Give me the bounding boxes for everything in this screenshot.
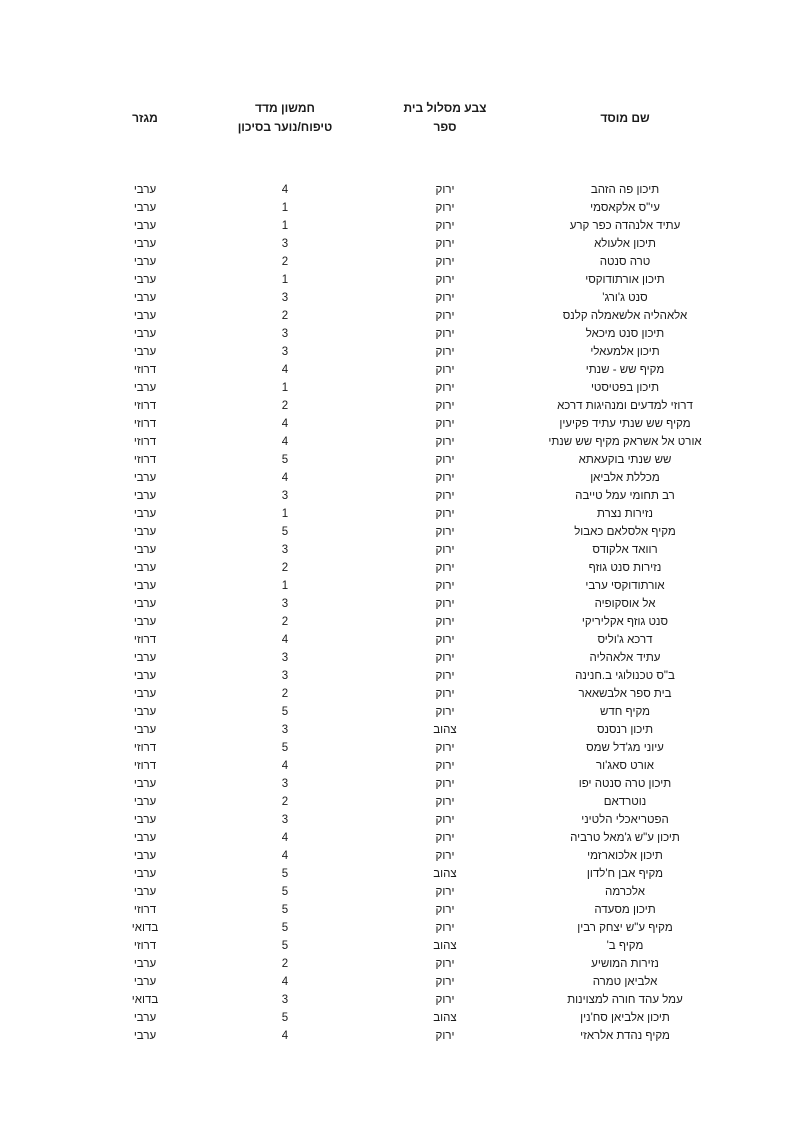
cell-track-color-value: ירוק [435,778,455,790]
table-row [100,217,740,235]
cell-quintile-value: 4 [281,184,289,196]
cell-track-color-value: ירוק [435,850,455,862]
cell-track-color-value: ירוק [435,292,455,304]
table-row [100,379,740,397]
cell-quintile-value: 5 [281,886,289,898]
cell-sector-value: ערבי [133,238,157,250]
cell-institution-name: מקיף שש - שנתי [585,364,665,376]
cell-sector-value: דרוזי [133,436,157,448]
table-body [100,181,740,1045]
cell-track-color-value: ירוק [435,184,455,196]
cell-sector-value: ערבי [133,292,157,304]
cell-institution-name: עתיד אלנהדה כפר קרע [569,220,681,232]
table-row [100,829,740,847]
cell-sector-value: ערבי [133,202,157,214]
table-row [100,775,740,793]
cell-quintile-value: 3 [281,814,289,826]
cell-track-color-value: ירוק [435,634,455,646]
cell-sector-value: ערבי [133,472,157,484]
table-row [100,865,740,883]
cell-quintile-value: 5 [281,1012,289,1024]
cell-institution-name: עתיד אלאהליה [589,652,661,664]
cell-sector-value: ערבי [133,382,157,394]
cell-institution-name: הפטריאכלי הלטיני [581,814,669,826]
column-header-track-color-line1: צבע מסלול בית [403,101,487,115]
cell-quintile-value: 4 [281,1030,289,1042]
cell-track-color-value: ירוק [435,526,455,538]
cell-quintile-value: 4 [281,418,289,430]
cell-sector-value: ערבי [133,850,157,862]
cell-track-color-value: ירוק [435,814,455,826]
cell-track-color-value: ירוק [435,454,455,466]
column-header-quintile-line1: חמשון מדד [255,101,315,115]
cell-track-color-value: ירוק [435,328,455,340]
cell-track-color-value: ירוק [435,310,455,322]
column-header-track-color [380,99,510,181]
cell-track-color-value: ירוק [435,886,455,898]
cell-sector-value: ערבי [133,526,157,538]
cell-institution-name: תיכון ע"ש ג'מאל טרביה [570,832,680,844]
cell-institution-name: תיכון סנט מיכאל [585,328,665,340]
table-row [100,757,740,775]
cell-track-color-value: ירוק [435,256,455,268]
table-row [100,955,740,973]
cell-institution-name: נוטרדאם [603,796,647,808]
cell-institution-name: אורט סאג'ור [595,760,654,772]
cell-sector-value: ערבי [133,724,157,736]
cell-quintile-value: 1 [281,202,289,214]
cell-institution-name: תיכון אלביאן סח'נין [580,1012,670,1024]
cell-sector-value: ערבי [133,814,157,826]
cell-sector-value: ערבי [133,328,157,340]
cell-quintile-value: 4 [281,976,289,988]
table-row [100,307,740,325]
schools-table [100,99,740,1045]
cell-institution-name: תיכון אלעולא [594,238,656,250]
table-row [100,469,740,487]
cell-track-color-value: ירוק [435,346,455,358]
cell-institution-name: נזירות נצרת [597,508,653,520]
cell-sector-value: דרוזי [133,634,157,646]
cell-institution-name: אורט אל אשראק מקיף שש שנתי [548,436,702,448]
table-row [100,433,740,451]
cell-quintile-value: 2 [281,616,289,628]
header-row [100,99,740,181]
cell-quintile-value: 1 [281,580,289,592]
cell-quintile-value: 2 [281,958,289,970]
column-header-quintile-line2: טיפוח/נוער בסיכון [237,120,333,134]
cell-track-color-value: ירוק [435,670,455,682]
cell-track-color-value: ירוק [435,706,455,718]
cell-sector-value: ערבי [133,274,157,286]
cell-track-color-value: ירוק [435,274,455,286]
cell-sector-value: דרוזי [133,760,157,772]
cell-sector-value: ערבי [133,886,157,898]
cell-sector-value: ערבי [133,562,157,574]
cell-sector-value: ערבי [133,706,157,718]
table-row [100,991,740,1009]
cell-institution-name: מקיף אלסלאם כאבול [574,526,676,538]
cell-track-color-value: צהוב [433,940,457,952]
cell-institution-name: אלאהליה אלשאמלה קלנס [562,310,688,322]
cell-sector-value: דרוזי [133,904,157,916]
cell-sector-value: דרוזי [133,400,157,412]
cell-track-color-value: ירוק [435,904,455,916]
cell-track-color-value: ירוק [435,472,455,484]
cell-quintile-value: 2 [281,796,289,808]
table-header [100,99,740,181]
cell-quintile-value: 5 [281,526,289,538]
cell-institution-name: טרה סנטה [599,256,651,268]
cell-quintile-value: 1 [281,508,289,520]
table-row [100,721,740,739]
cell-sector-value: ערבי [133,346,157,358]
cell-track-color-value: ירוק [435,508,455,520]
cell-track-color-value: ירוק [435,760,455,772]
cell-institution-name: נזירות סנט גוזף [588,562,662,574]
cell-institution-name: מקיף נהדת אלראזי [580,1030,670,1042]
cell-quintile-value: 3 [281,724,289,736]
cell-sector-value: דרוזי [133,364,157,376]
cell-institution-name: שש שנתי בוקעאתא [578,454,672,466]
cell-track-color-value: צהוב [433,1012,457,1024]
cell-sector-value: ערבי [133,670,157,682]
cell-quintile-value: 3 [281,292,289,304]
table-row [100,811,740,829]
cell-quintile-value: 4 [281,760,289,772]
cell-sector-value: ערבי [133,832,157,844]
cell-institution-name: תיכון אלמעאלי [590,346,660,358]
table-row [100,253,740,271]
cell-institution-name: אורתודוקסי ערבי [585,580,665,592]
cell-track-color-value: ירוק [435,742,455,754]
table-row [100,919,740,937]
table-row [100,199,740,217]
cell-quintile-value: 5 [281,940,289,952]
cell-track-color-value: ירוק [435,796,455,808]
cell-quintile-value: 3 [281,598,289,610]
cell-quintile-value: 3 [281,238,289,250]
table-row [100,271,740,289]
cell-institution-name: עיוני מג'דל שמס [586,742,664,754]
cell-institution-name: תיכון אלכוארזמי [587,850,663,862]
column-header-sector-label: מגזר [132,111,158,125]
cell-sector-value: ערבי [133,868,157,880]
table-row [100,937,740,955]
cell-sector-value: דרוזי [133,454,157,466]
cell-quintile-value: 5 [281,868,289,880]
cell-sector-value: ערבי [133,508,157,520]
table-row [100,235,740,253]
cell-track-color-value: ירוק [435,436,455,448]
cell-sector-value: ערבי [133,616,157,628]
cell-quintile-value: 2 [281,400,289,412]
cell-quintile-value: 3 [281,670,289,682]
cell-sector-value: ערבי [133,490,157,502]
cell-sector-value: דרוזי [133,742,157,754]
cell-institution-name: סנט גוזף אקליריקי [581,616,669,628]
cell-track-color-value: ירוק [435,490,455,502]
cell-institution-name: תיכון אורתודוקסי [585,274,665,286]
cell-institution-name: רב תחומי עמל טייבה [575,490,675,502]
cell-sector-value: ערבי [133,796,157,808]
cell-quintile-value: 3 [281,778,289,790]
cell-sector-value: ערבי [133,688,157,700]
table-row [100,703,740,721]
cell-track-color-value: ירוק [435,202,455,214]
cell-sector-value: ערבי [133,778,157,790]
cell-sector-value: דרוזי [133,940,157,952]
cell-institution-name: תיכון פה הזהב [590,184,660,196]
cell-quintile-value: 1 [281,382,289,394]
cell-quintile-value: 4 [281,832,289,844]
table-row [100,289,740,307]
cell-institution-name: סנט ג'ורג' [602,292,648,304]
table-row [100,451,740,469]
cell-quintile-value: 2 [281,688,289,700]
cell-quintile-value: 4 [281,436,289,448]
table-row [100,505,740,523]
cell-quintile-value: 4 [281,364,289,376]
cell-track-color-value: ירוק [435,652,455,664]
cell-track-color-value: ירוק [435,832,455,844]
cell-track-color-value: ירוק [435,238,455,250]
table-row [100,667,740,685]
cell-quintile-value: 5 [281,706,289,718]
cell-sector-value: ערבי [133,580,157,592]
cell-institution-name: אל אוסקופיה [594,598,656,610]
cell-quintile-value: 3 [281,328,289,340]
cell-institution-name: תיכון טרה סנטה יפו [578,778,672,790]
cell-institution-name: דרוזי למדעים ומנהיגות דרכא [557,400,693,412]
cell-institution-name: תיכון בפטיסטי [590,382,660,394]
table-row [100,631,740,649]
cell-track-color-value: ירוק [435,418,455,430]
cell-institution-name: ב"ס טכנולוגי ב.חנינה [575,670,675,682]
cell-track-color-value: צהוב [433,868,457,880]
cell-track-color-value: ירוק [435,364,455,376]
cell-sector-value: ערבי [133,310,157,322]
cell-track-color-value: ירוק [435,400,455,412]
table-row [100,541,740,559]
cell-sector-value: ערבי [133,1030,157,1042]
table-row [100,847,740,865]
cell-institution-name: רוואד אלקודס [592,544,658,556]
table-row [100,577,740,595]
table-row [100,793,740,811]
cell-sector-value: בדואי [131,994,159,1006]
cell-track-color-value: ירוק [435,562,455,574]
cell-institution-name: תיכון מסעדה [594,904,656,916]
table-row [100,595,740,613]
table-row [100,415,740,433]
cell-quintile-value: 5 [281,454,289,466]
table-row [100,181,740,199]
cell-track-color-value: ירוק [435,616,455,628]
table-row [100,613,740,631]
table-row [100,649,740,667]
cell-quintile-value: 3 [281,490,289,502]
cell-institution-name: מקיף ב' [606,940,644,952]
cell-track-color-value: ירוק [435,688,455,700]
cell-track-color-value: ירוק [435,382,455,394]
cell-institution-name: עי"ס אלקאסמי [590,202,660,214]
cell-track-color-value: צהוב [433,724,457,736]
cell-institution-name: תיכון רנסנס [596,724,654,736]
cell-track-color-value: ירוק [435,1030,455,1042]
column-header-institution-name [510,99,740,181]
cell-quintile-value: 4 [281,472,289,484]
cell-institution-name: מקיף שש שנתי עתיד פקיעין [559,418,691,430]
column-header-institution-name-label: שם מוסד [600,111,650,125]
cell-quintile-value: 4 [281,850,289,862]
cell-institution-name: מקיף אבן ח'לדון [586,868,664,880]
cell-quintile-value: 2 [281,256,289,268]
table-row [100,523,740,541]
table-row [100,487,740,505]
table-row [100,325,740,343]
cell-institution-name: נזירות המושיע [591,958,659,970]
cell-track-color-value: ירוק [435,544,455,556]
cell-institution-name: דרכא ג'וליס [597,634,653,646]
cell-quintile-value: 5 [281,922,289,934]
cell-quintile-value: 2 [281,562,289,574]
cell-track-color-value: ירוק [435,220,455,232]
cell-sector-value: ערבי [133,598,157,610]
column-header-sector [100,99,190,181]
cell-sector-value: ערבי [133,256,157,268]
cell-track-color-value: ירוק [435,994,455,1006]
cell-quintile-value: 2 [281,310,289,322]
cell-quintile-value: 1 [281,220,289,232]
cell-sector-value: דרוזי [133,418,157,430]
cell-quintile-value: 1 [281,274,289,286]
table-row [100,739,740,757]
table-row [100,397,740,415]
cell-sector-value: ערבי [133,220,157,232]
cell-institution-name: מקיף חדש [599,706,651,718]
cell-track-color-value: ירוק [435,922,455,934]
cell-sector-value: ערבי [133,652,157,664]
table-row [100,973,740,991]
cell-sector-value: ערבי [133,976,157,988]
cell-sector-value: בדואי [131,922,159,934]
cell-track-color-value: ירוק [435,958,455,970]
cell-sector-value: ערבי [133,958,157,970]
column-header-track-color-line2: ספר [433,120,457,134]
cell-quintile-value: 5 [281,742,289,754]
cell-quintile-value: 3 [281,346,289,358]
cell-track-color-value: ירוק [435,580,455,592]
table-row [100,685,740,703]
table-row [100,1027,740,1045]
table-row [100,901,740,919]
cell-sector-value: ערבי [133,1012,157,1024]
table-row [100,343,740,361]
cell-institution-name: בית ספר אלבשאאר [578,688,672,700]
table-row [100,1009,740,1027]
cell-quintile-value: 3 [281,652,289,664]
cell-track-color-value: ירוק [435,976,455,988]
table-row [100,361,740,379]
column-header-quintile [190,99,380,181]
cell-institution-name: עמל עהד חורה למצוינות [567,994,683,1006]
table-row [100,559,740,577]
cell-institution-name: מקיף ע"ש יצחק רבין [577,922,673,934]
cell-quintile-value: 5 [281,904,289,916]
cell-institution-name: מכללת אלביאן [590,472,660,484]
cell-institution-name: אלביאן טמרה [592,976,658,988]
table-row [100,883,740,901]
cell-sector-value: ערבי [133,184,157,196]
cell-institution-name: אלכרמה [605,886,645,898]
cell-track-color-value: ירוק [435,598,455,610]
cell-quintile-value: 3 [281,994,289,1006]
cell-sector-value: ערבי [133,544,157,556]
cell-quintile-value: 3 [281,544,289,556]
cell-quintile-value: 4 [281,634,289,646]
